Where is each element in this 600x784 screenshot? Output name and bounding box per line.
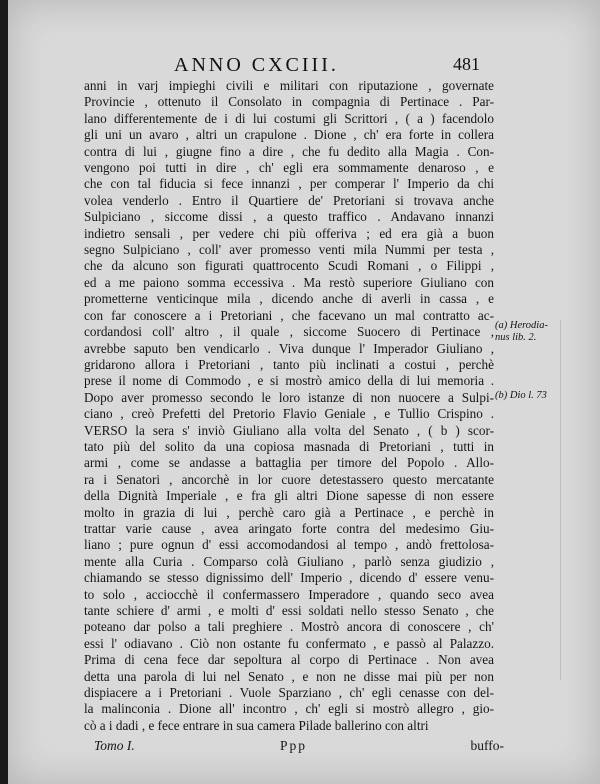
signature-mark: Ppp: [280, 738, 308, 753]
text-line: indietro sensali , per vedere chi più offeriva ; ed era già a buon: [84, 225, 494, 241]
text-line: vengono poi tutti in dire , ch' egli era sommamente denaroso , e: [84, 160, 494, 176]
text-line: Provincie , ottenuto il Consolato in compagnia di Pertinace . Par-: [84, 94, 494, 110]
text-line: prese il nome di Commodo , e si mostrò amico della di lui memoria .: [84, 373, 494, 389]
text-line: che con tal fiducia si fece innanzi , per comperar l' Imperio da chi: [84, 176, 494, 192]
margin-note-b: (b) Dio l. 73: [495, 390, 547, 401]
text-line: chiamando se stesso dignissimo dell' Imperio , dicendo d' essere venu-: [84, 570, 494, 586]
page-header: [8, 54, 600, 78]
book-page: [8, 0, 600, 784]
text-line: con far conoscere a i Pretoriani , che facevano un mal contratto ac-: [84, 307, 494, 323]
text-line: mente alla Curia . Comparso colà Giuliano , parlò senza giudizio ,: [84, 553, 494, 569]
text-line: gridarono allora i Pretoriani , tanto più inclinati a costui , perchè: [84, 356, 494, 372]
text-line: dispiacere a i Pretoriani . Vuole Sparziano , ch' egli cenasse con del-: [84, 685, 494, 701]
body-text: [84, 78, 494, 734]
text-line: volea venderlo . Entro il Quartiere de' Pretoriani si trovava anche: [84, 192, 494, 208]
text-line: cò a i dadi , e fece entrare in sua camera Pilade ballerino con altri: [84, 717, 429, 733]
text-line: segno Sulpiciano , coll' aver promesso venti mila Nummi per testa ,: [84, 242, 494, 258]
text-line: poteano dar polso a tali preghiere . Mostrò ancora di conoscere , ch': [84, 619, 494, 635]
text-line: ciano , creò Prefetti del Pretorio Flavio Geniale , e Tullio Crispino .: [84, 406, 494, 422]
text-line: della Dignità Imperiale , e fra gli altri Dione sapesse di non essere: [84, 488, 494, 504]
margin-note-a-line-1: (a) Herodia-: [495, 320, 548, 331]
text-line: contra di lui , giugne fino a dire , che fu dedito alla Magia . Con-: [84, 143, 494, 159]
text-line: che da alcuno son figurati quattrocento Scudi Romani , o Filippi ,: [84, 258, 494, 274]
text-line: armi , come se andasse a battaglia per timore del Popolo . Allo-: [84, 455, 494, 471]
text-line: prometterne venticinque mila , dicendo anche di averli in cassa , e: [84, 291, 494, 307]
margin-note-a-line-2: nus lib. 2.: [495, 332, 537, 343]
text-line: cordandosi coll' altro , il quale , siccome Suocero di Pertinace ,: [84, 324, 494, 340]
volume-label: Tomo I.: [94, 738, 135, 753]
text-line: Prima di cena fece dar sepoltura al corpo di Pertinace . Non avea: [84, 652, 494, 668]
text-line: VERSO la sera s' inviò Giuliano alla volta del Senato , ( b ) scor-: [84, 422, 494, 438]
text-line: gli uni un avaro , altri un crapulone . Dione , ch' era forte in collera: [84, 127, 494, 143]
text-line: essi l' odiavano . Ciò non ostante fu confermato , e passò al Palazzo.: [84, 635, 494, 651]
text-line: detta una parola di lui nel Senato , e non ne disse mai più per non: [84, 668, 494, 684]
text-line: Sulpiciano , siccome dissi , a questo traffico . Andavano innanzi: [84, 209, 494, 225]
text-line: ed a me paiono somma eccessiva . Ma restò superiore Giuliano con: [84, 274, 494, 290]
catchword: buffo-: [470, 738, 504, 753]
page-fold-shadow: [560, 320, 561, 680]
text-line: tato più del solito da una copiosa masnada di Pretoriani , tutti in: [84, 438, 494, 454]
text-line: molto in grazia di lui , perchè caro già a Pertinace , e perchè in: [84, 504, 494, 520]
text-line: to solo , acciocchè il confermassero Imperadore , quando seco avea: [84, 586, 494, 602]
text-line: tante schiere d' armi , e molti d' essi soldati nello stesso Senato , che: [84, 603, 494, 618]
text-line: Dopo aver promesso secondo le loro istanze di non nuocere a Sulpi-: [84, 389, 494, 405]
text-line: trattar varie cause , avea aringato forte contra del medesimo Giu-: [84, 520, 494, 536]
text-line: ra i Senatori , ancorchè in lor cuore detestassero questo mercatante: [84, 471, 494, 487]
text-line: anni in varj impieghi civili e militari con riputazione , governate: [84, 78, 494, 93]
text-line: liano ; pure ognun d' essi accomodandosi al tempo , andò frettolosa-: [84, 537, 494, 553]
text-line: avrebbe saputo ben vendicarlo . Viva dunque l' Imperador Giuliano ,: [84, 340, 494, 356]
text-line: la malinconia . Dione all' incontro , ch' egli si mostrò allegro , gio-: [84, 701, 494, 717]
text-line: lano differentemente de i di lui costumi gli Scrittori , ( a ) facendolo: [84, 110, 494, 126]
running-head: ANNO CXCIII.: [174, 54, 339, 76]
margin-note-a: [495, 320, 548, 344]
page-footer: [94, 738, 504, 756]
page-number: 481: [453, 54, 480, 74]
